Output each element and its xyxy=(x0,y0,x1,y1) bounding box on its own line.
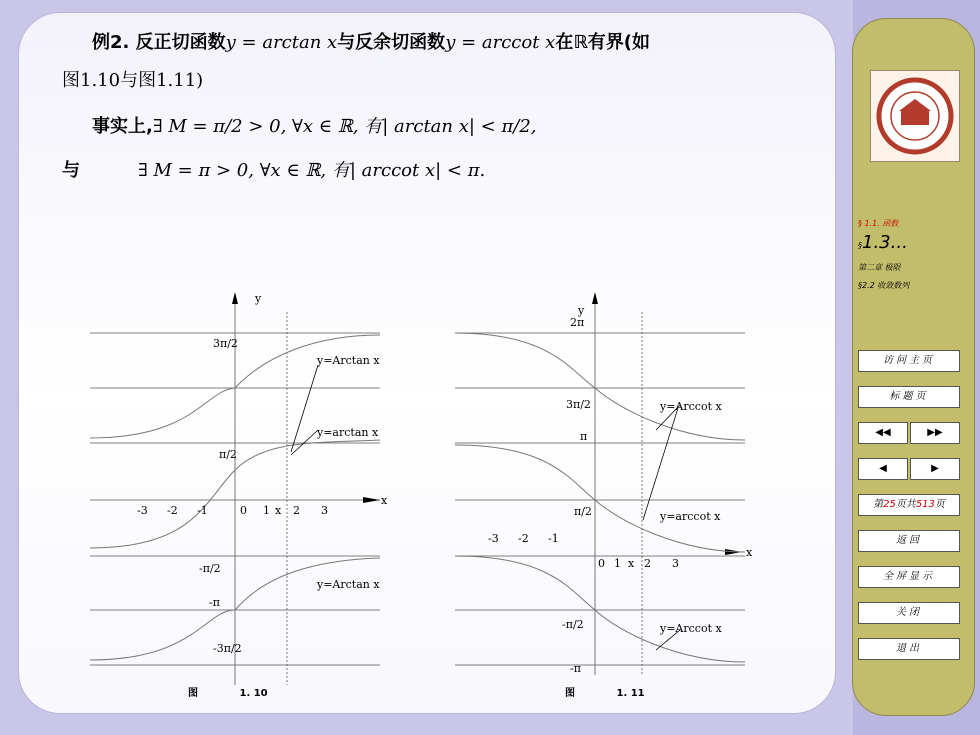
figure-reference-text: 图1.10与图1.11) xyxy=(62,70,204,91)
heading-text-3: 在ℝ有界(如 xyxy=(555,32,650,53)
fig1-label-3pi2: 3π/2 xyxy=(213,337,238,350)
fig2-label-neg-pi2: -π/2 xyxy=(562,618,584,631)
close-button[interactable]: 关闭 xyxy=(858,602,960,624)
fig1-curve-label-2: y=arctan x xyxy=(317,426,379,439)
fig2-label-neg-pi: -π xyxy=(570,662,581,675)
arccot-bound: ∃ M = π > 0, ∀x ∈ ℝ, 有| arccot x| < π. xyxy=(138,160,486,181)
sidebar-link-1-3[interactable] xyxy=(858,232,908,253)
sidebar-link-chapter2[interactable]: 第二章 极限 xyxy=(858,263,901,272)
fig1-x-axis-label: x xyxy=(381,494,388,507)
section-symbol: § xyxy=(858,241,862,250)
fig2-tick: -1 xyxy=(548,532,559,545)
last-page-button[interactable]: ▶▶ xyxy=(910,422,960,444)
fig2-caption xyxy=(565,684,645,699)
fig1-curve-label-3: y=Arctan x xyxy=(317,578,380,591)
statement-prefix: 事实上, xyxy=(92,116,153,137)
fig1-tick: 1 xyxy=(263,504,270,517)
fig2-tick: 1 xyxy=(614,557,621,570)
fig2-y-axis-label: y xyxy=(578,304,585,317)
fig1-label-neg-pi: -π xyxy=(209,596,220,609)
current-page-number: 25 xyxy=(883,499,896,510)
fig2-curve-label-3: y=Arccot x xyxy=(660,622,722,635)
fullscreen-button[interactable]: 全屏显示 xyxy=(858,566,960,588)
fig2-label-2pi: 2π xyxy=(570,316,585,329)
fig2-curve-label-1: y=Arccot x xyxy=(660,400,722,413)
fig1-tick: x xyxy=(275,504,282,517)
fig2-label-3pi2: 3π/2 xyxy=(566,398,591,411)
fig1-tick: 2 xyxy=(293,504,300,517)
arctan-bound: ∃ M = π/2 > 0, ∀x ∈ ℝ, 有| arctan x| < π/2, xyxy=(152,116,537,137)
fig1-tick: -1 xyxy=(197,504,208,517)
fig1-caption-prefix: 图 xyxy=(188,688,198,699)
fig1-tick: -2 xyxy=(167,504,178,517)
fig2-label-pi2: π/2 xyxy=(574,505,592,518)
title-page-button[interactable]: 标题页 xyxy=(858,386,960,408)
university-seal-icon xyxy=(871,71,959,161)
fig2-tick: 3 xyxy=(672,557,679,570)
fig1-tick: 0 xyxy=(240,504,247,517)
fig1-y-axis-label: y xyxy=(255,292,262,305)
back-button[interactable]: 返回 xyxy=(858,530,960,552)
home-button[interactable]: 访问主页 xyxy=(858,350,960,372)
page-prefix: 第 xyxy=(873,499,884,510)
total-page-number: 513 xyxy=(915,499,935,510)
figure-1-10 xyxy=(85,290,388,710)
page-mid: 页共 xyxy=(895,499,916,510)
fig1-caption xyxy=(188,684,268,699)
fig1-label-pi2: π/2 xyxy=(219,448,237,461)
example-heading xyxy=(92,28,650,54)
prev-page-button[interactable]: ◀ xyxy=(858,458,908,480)
fig2-caption-prefix: 图 xyxy=(565,688,575,699)
figure-reference xyxy=(62,66,203,92)
arctan-formula: y = arctan x xyxy=(225,32,338,53)
fig2-curve-label-2: y=arccot x xyxy=(660,510,721,523)
fig2-tick: -2 xyxy=(518,532,529,545)
heading-text-1: 例2. 反正切函数 xyxy=(92,32,226,53)
university-logo xyxy=(870,70,960,162)
sidebar-link-1-3-label: 1.3... xyxy=(862,232,908,253)
fig1-curve-label-1: y=Arctan x xyxy=(317,354,380,367)
fig2-tick: -3 xyxy=(488,532,499,545)
page-indicator xyxy=(858,494,960,516)
next-page-button[interactable]: ▶ xyxy=(910,458,960,480)
statement-conjunction: 与 xyxy=(62,160,80,181)
fig2-tick: x xyxy=(628,557,635,570)
exit-button[interactable]: 退出 xyxy=(858,638,960,660)
fig1-tick: 3 xyxy=(321,504,328,517)
first-page-button[interactable]: ◀◀ xyxy=(858,422,908,444)
sidebar-link-1-1[interactable]: § 1.1. 函数 xyxy=(858,219,899,228)
fig2-tick: 2 xyxy=(644,557,651,570)
heading-text-2: 与反余切函数 xyxy=(337,32,446,53)
fig1-tick: -3 xyxy=(137,504,148,517)
page-suffix: 页 xyxy=(934,499,945,510)
fig2-x-axis-label: x xyxy=(746,546,753,559)
figure-1-11 xyxy=(450,290,760,690)
statement-line-1 xyxy=(92,112,537,138)
fig2-caption-number: 1. 11 xyxy=(616,688,645,699)
fig1-label-neg-pi2: -π/2 xyxy=(199,562,221,575)
fig1-caption-number: 1. 10 xyxy=(239,688,268,699)
fig2-tick: 0 xyxy=(598,557,605,570)
arccot-formula: y = arccot x xyxy=(445,32,556,53)
sidebar-link-2-2[interactable]: §2.2 收敛数列 xyxy=(858,281,910,290)
statement-line-2 xyxy=(62,156,485,182)
fig1-label-neg-3pi2: -3π/2 xyxy=(213,642,242,655)
fig2-label-pi: π xyxy=(580,430,588,443)
